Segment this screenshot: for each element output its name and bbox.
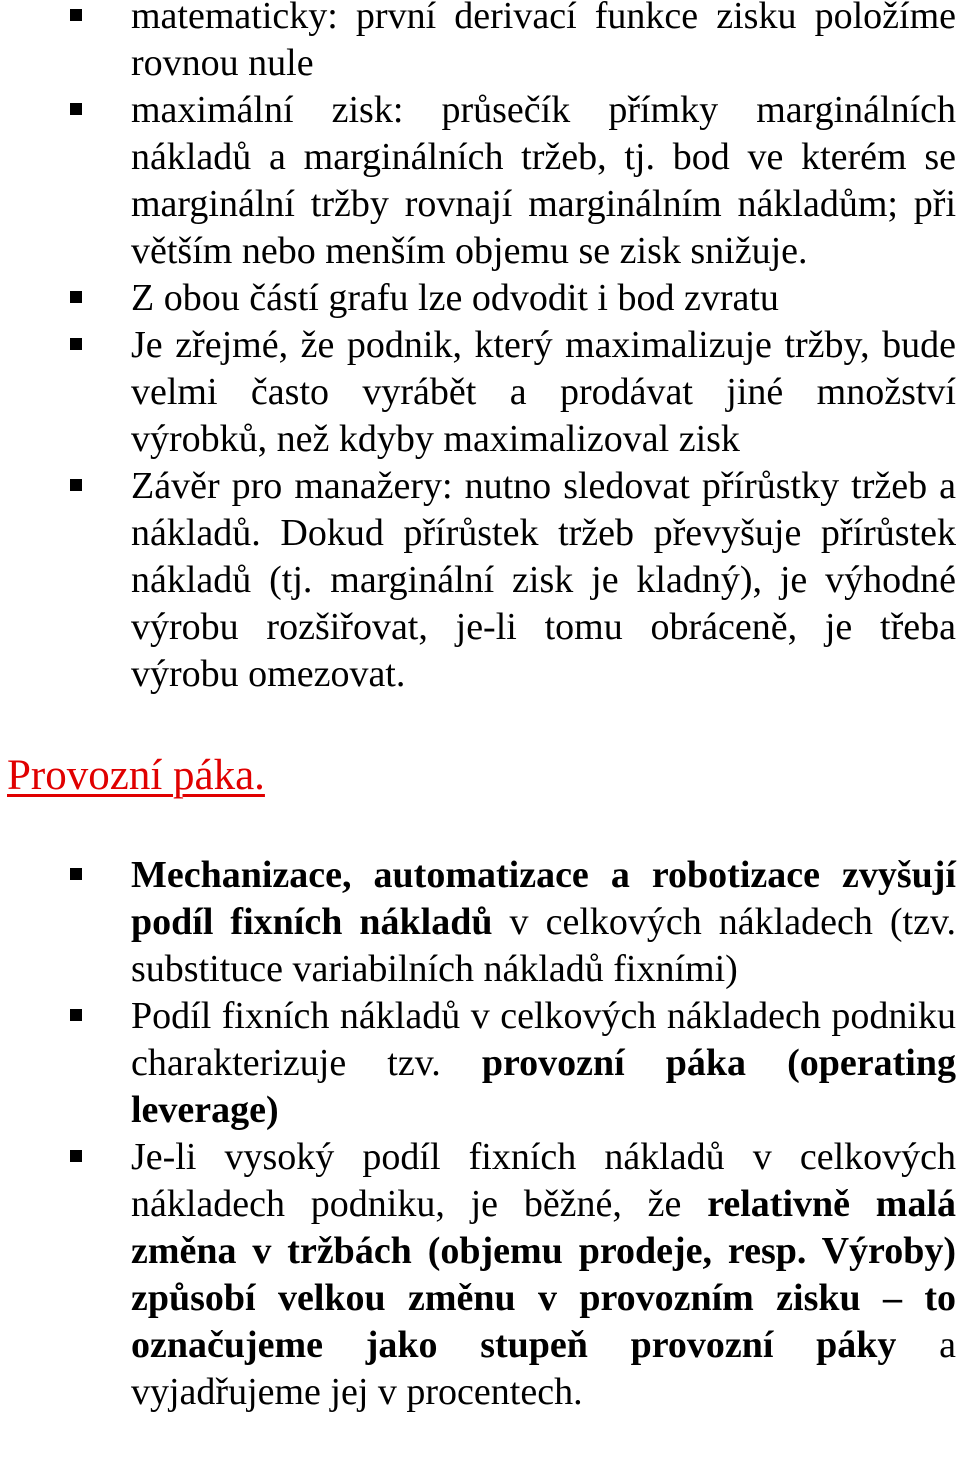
square-bullet-icon [70, 1150, 82, 1162]
list-item [0, 87, 960, 275]
top-bullet-list [0, 0, 960, 698]
square-bullet-icon [70, 1009, 82, 1021]
square-bullet-icon [70, 103, 82, 115]
list-item [0, 0, 960, 87]
list-item [0, 463, 960, 698]
list-item [0, 322, 960, 463]
bold-text: relativně malá změna v tržbách (objemu prodeje, resp. Výroby) způsobí velkou změnu v provozním zisku – to označujeme jako stupeň provozní páky [131, 1183, 957, 1366]
list-item-text: matematicky: první derivací funkce zisku položíme rovnou nule [131, 0, 956, 84]
square-bullet-icon [70, 9, 82, 21]
normal-text: a vyjadřujeme jej v procentech. [131, 1324, 956, 1413]
bottom-bullet-list [0, 852, 960, 1416]
bold-text: Mechanizace, automatizace a robotizace zvyšují podíl fixních nákladů [131, 854, 956, 943]
normal-text: Podíl fixních nákladů v celkových nákladech podniku charakterizuje tzv. [131, 995, 956, 1084]
normal-text: Je-li vysoký podíl fixních nákladů v celkových nákladech podniku, je běžné, že [131, 1136, 956, 1225]
list-item-text [131, 1134, 956, 1416]
list-item-text: Závěr pro manažery: nutno sledovat přírůstky tržeb a nákladů. Dokud přírůstek tržeb převyšuje přírůstek nákladů (tj. marginální zisk je kladný), je výhodné výrobu rozšiřovat, je-li tomu obráceně, je třeba výrobu omezovat. [131, 465, 956, 695]
section-heading: Provozní páka. [7, 752, 265, 799]
list-item-text [131, 993, 956, 1134]
square-bullet-icon [70, 479, 82, 491]
list-item-text: maximální zisk: průsečík přímky marginálních nákladů a marginálních tržeb, tj. bod ve kterém se marginální tržby rovnají marginálním nákladům; při větším nebo menším objemu se zisk snižuje. [131, 89, 956, 272]
square-bullet-icon [70, 291, 82, 303]
list-item-text: Z obou částí grafu lze odvodit i bod zvratu [131, 277, 779, 319]
list-item [0, 275, 960, 322]
normal-text: v celkových nákladech (tzv. substituce variabilních nákladů fixními) [131, 901, 956, 990]
square-bullet-icon [70, 868, 82, 880]
list-item [0, 993, 960, 1134]
square-bullet-icon [70, 338, 82, 350]
bold-text: provozní páka (operating leverage) [131, 1042, 956, 1131]
list-item-text [131, 852, 956, 993]
list-item-text: Je zřejmé, že podnik, který maximalizuje tržby, bude velmi často vyrábět a prodávat jiné množství výrobků, než kdyby maximalizoval zisk [131, 324, 956, 460]
list-item [0, 852, 960, 993]
list-item [0, 1134, 960, 1416]
